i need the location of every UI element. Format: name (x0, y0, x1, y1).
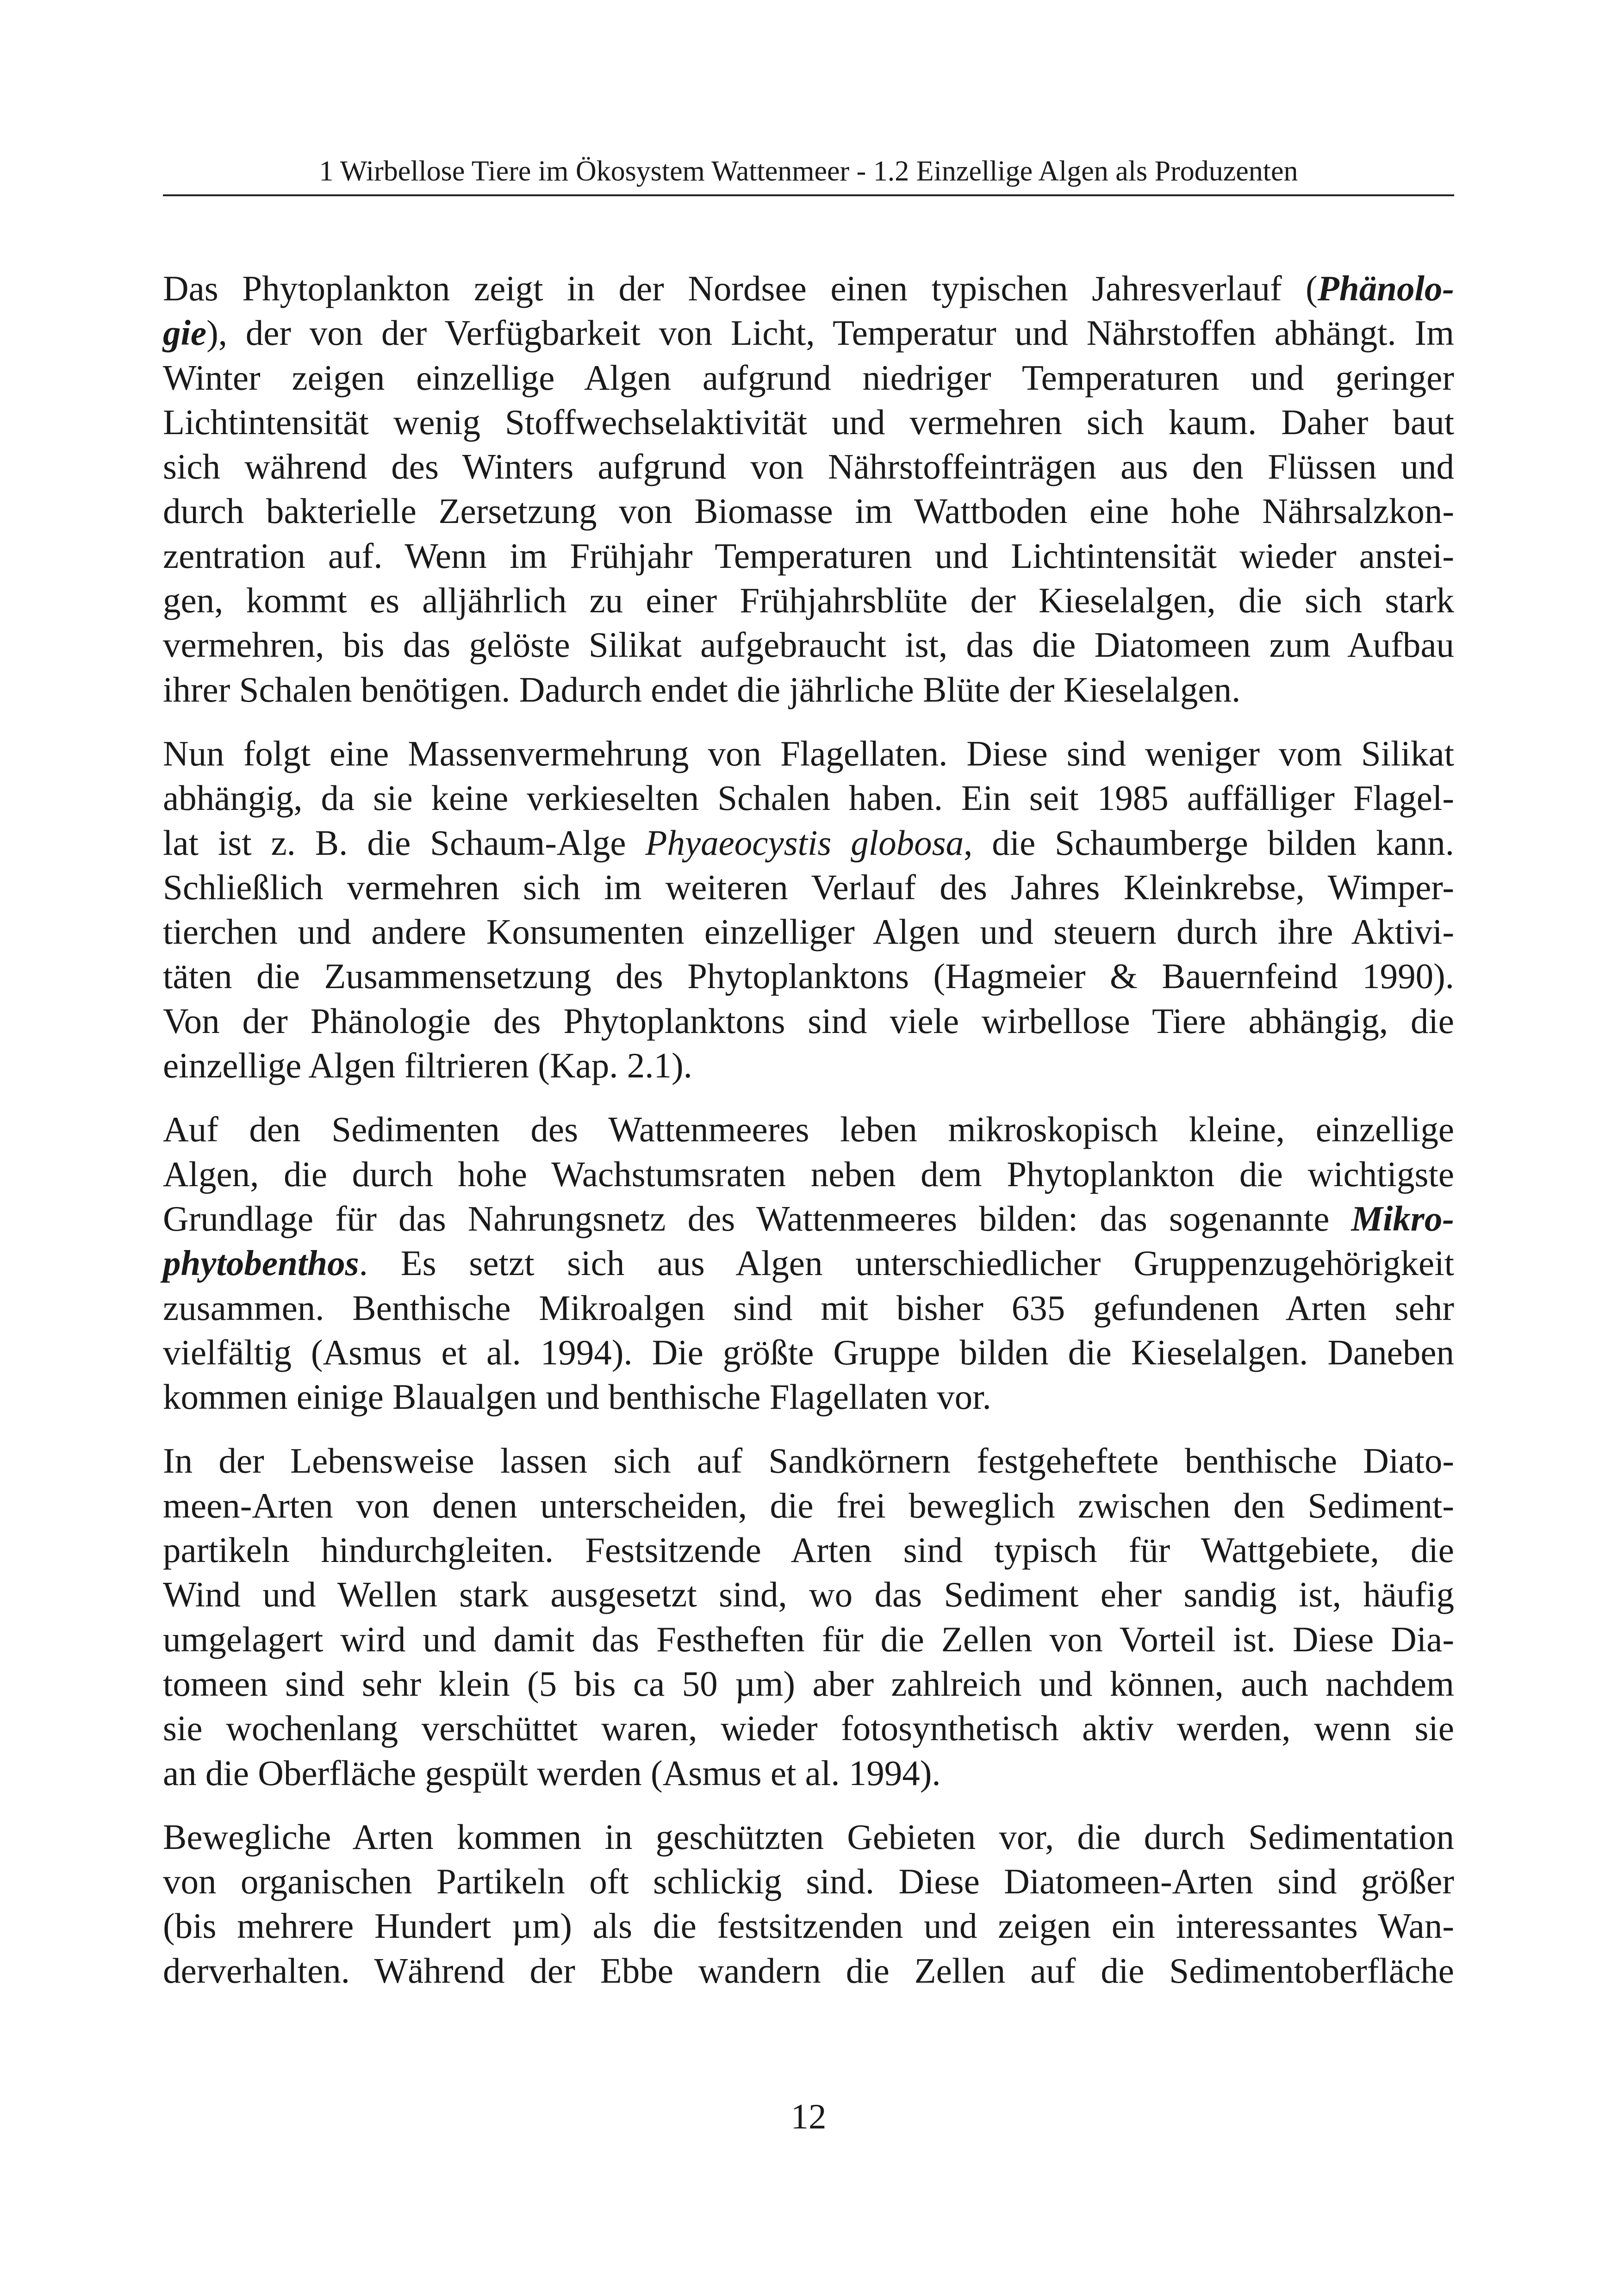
paragraph-flagellates (163, 731, 1454, 1088)
text-line: tomeen sind sehr klein (5 bis ca 50 µm) aber zahlreich und können, auch nachdem (163, 1663, 1454, 1704)
text-line: vermehren, bis das gelöste Silikat aufgebraucht ist, das die Diatomeen zum Aufbau (163, 625, 1454, 665)
text-line: durch bakterielle Zersetzung von Biomasse im Wattboden eine hohe Nährsalzkon- (163, 491, 1454, 531)
text-line: In der Lebensweise lassen sich auf Sandkörnern festgeheftete benthische Diato- (163, 1441, 1454, 1481)
text-line: von organischen Partikeln oft schlickig sind. Diese Diatomeen-Arten sind größer (163, 1861, 1454, 1902)
text-line: an die Oberfläche gespült werden (Asmus et al. 1994). (163, 1753, 941, 1793)
text-line: Grundlage für das Nahrungsnetz des Wattenmeeres bilden: das sogenannte Mikro- (163, 1198, 1454, 1238)
text-line: phytobenthos. Es setzt sich aus Algen unterschiedlicher Gruppenzugehörigkeit (163, 1243, 1454, 1283)
text-line: täten die Zusammensetzung des Phytoplanktons (Hagmeier & Bauernfeind 1990). (163, 956, 1454, 996)
text-line: tierchen und andere Konsumenten einzelliger Algen und steuern durch ihre Aktivi- (163, 912, 1454, 952)
text-line: partikeln hindurchgleiten. Festsitzende Arten sind typisch für Wattgebiete, die (163, 1530, 1454, 1570)
page-number: 12 (790, 2097, 827, 2136)
text-line: Bewegliche Arten kommen in geschützten Gebieten vor, die durch Sedimentation (163, 1817, 1454, 1857)
text-line: Nun folgt eine Massenvermehrung von Flagellaten. Diese sind weniger vom Silikat (163, 733, 1454, 773)
paragraph-microphytobenthos (163, 1107, 1454, 1419)
text-line: Wind und Wellen stark ausgesetzt sind, wo das Sediment eher sandig ist, häufig (163, 1574, 1454, 1615)
text-line: Auf den Sedimenten des Wattenmeeres leben mikroskopisch kleine, einzellige (163, 1109, 1454, 1150)
text-line: Lichtintensität wenig Stoffwechselaktivität und vermehren sich kaum. Daher baut (163, 402, 1454, 442)
term-phaenologie: Phänolo- (1317, 268, 1454, 308)
text-line: Das Phytoplankton zeigt in der Nordsee einen typischen Jahresverlauf (Phänolo- (163, 268, 1454, 308)
text-line: Winter zeigen einzellige Algen aufgrund niedriger Temperaturen und geringer (163, 357, 1454, 398)
text-line: einzellige Algen filtrieren (Kap. 2.1). (163, 1045, 692, 1086)
body-text (163, 266, 1454, 2012)
header-rule (163, 194, 1454, 196)
paragraph-sessile-diatoms (163, 1438, 1454, 1795)
text-line: umgelagert wird und damit das Festheften für die Zellen von Vorteil ist. Diese Dia- (163, 1619, 1454, 1659)
term-mikrophytobenthos-cont: phytobenthos (163, 1243, 359, 1283)
term-mikrophytobenthos: Mikro- (1351, 1198, 1454, 1238)
text-line: vielfältig (Asmus et al. 1994). Die größte Gruppe bilden die Kieselalgen. Daneben (163, 1332, 1454, 1372)
text-line: sich während des Winters aufgrund von Nährstoffeinträgen aus den Flüssen und (163, 447, 1454, 487)
text-line: meen-Arten von denen unterscheiden, die frei beweglich zwischen den Sediment- (163, 1485, 1454, 1525)
text-line: Algen, die durch hohe Wachstumsraten neben dem Phytoplankton die wichtigste (163, 1154, 1454, 1194)
species-name: Phyaeocystis globosa (645, 822, 964, 863)
term-phaenologie-cont: gie (163, 313, 207, 353)
text-line: gen, kommt es alljährlich zu einer Frühjahrsblüte der Kieselalgen, die sich stark (163, 580, 1454, 621)
text-line: ihrer Schalen benötigen. Dadurch endet die jährliche Blüte der Kieselalgen. (163, 669, 1241, 709)
text-line: kommen einige Blaualgen und benthische Flagellaten vor. (163, 1377, 991, 1417)
text-line: lat ist z. B. die Schaum-Alge Phyaeocystis globosa, die Schaumberge bilden kann. (163, 822, 1454, 863)
running-header: 1 Wirbellose Tiere im Ökosystem Wattenmeer - 1.2 Einzellige Algen als Produzenten (319, 156, 1298, 187)
text-line: zusammen. Benthische Mikroalgen sind mit bisher 635 gefundenen Arten sehr (163, 1288, 1454, 1328)
text-line: Schließlich vermehren sich im weiteren Verlauf des Jahres Kleinkrebse, Wimper- (163, 867, 1454, 907)
text-line: gie), der von der Verfügbarkeit von Licht, Temperatur und Nährstoffen abhängt. Im (163, 313, 1454, 353)
text-line: (bis mehrere Hundert µm) als die festsitzenden und zeigen ein interessantes Wan- (163, 1906, 1454, 1946)
text-line: zentration auf. Wenn im Frühjahr Temperaturen und Lichtintensität wieder anstei- (163, 535, 1454, 576)
paragraph-phenology (163, 266, 1454, 712)
text-line: Von der Phänologie des Phytoplanktons sind viele wirbellose Tiere abhängig, die (163, 1001, 1454, 1041)
paragraph-motile-diatoms (163, 1815, 1454, 1993)
text-line: derverhalten. Während der Ebbe wandern die Zellen auf die Sedimentoberfläche (163, 1950, 1454, 1991)
text-line: sie wochenlang verschüttet waren, wieder fotosynthetisch aktiv werden, wenn sie (163, 1708, 1454, 1748)
text-line: abhängig, da sie keine verkieselten Schalen haben. Ein seit 1985 auffälliger Flagel- (163, 778, 1454, 818)
